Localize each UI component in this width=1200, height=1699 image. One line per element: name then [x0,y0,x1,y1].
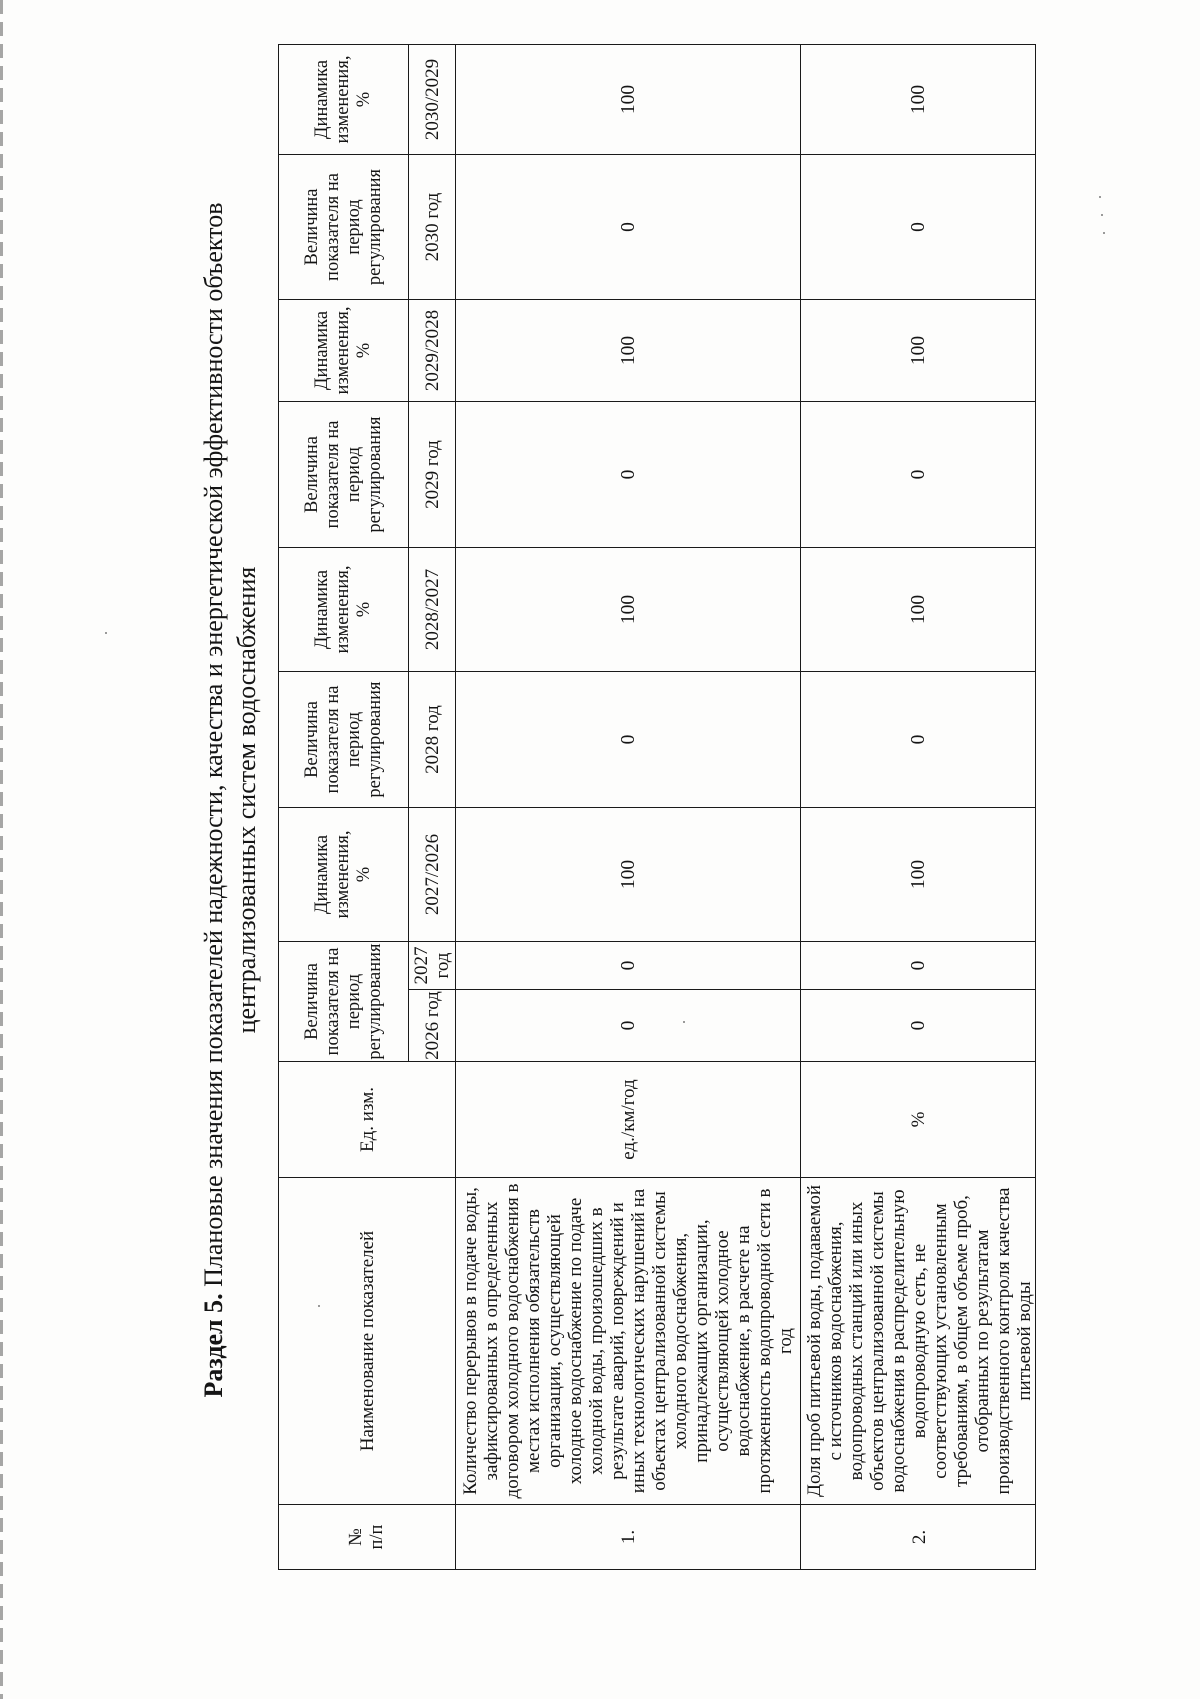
table-row [801,44,1036,1569]
title-line-2: централизованных систем водоснабжения [232,566,261,1034]
value-2028: 0 [456,671,801,807]
dynamics-2027-2026: 100 [801,807,1036,941]
subheader-2029: 2029 год [409,401,456,547]
dynamics-2030-2029: 100 [456,44,801,154]
header-row [279,44,409,1569]
title-line-1 [197,45,230,1555]
dynamics-2029-2028: 100 [801,299,1036,401]
header-number: № п/п [279,1505,456,1570]
title-text: Плановые значения показателей надежности, качества и энергетической эффективности объектов [199,202,228,1287]
indicators-table [278,44,1036,1570]
table-row [456,44,801,1569]
header-indicator-name: Наименование показателей [279,1178,456,1505]
value-2030: 0 [456,154,801,299]
indicator-name: Доля проб питьевой воды, подаваемой с источников водоснабжения, водопроводных станций или иных объектов централизованной системы водоснабжения в распределительную водопроводную сеть, не соответствующих установленным требованиям, в общем объеме проб, отобранных по результатам производственного контроля качества питьевой воды [801,1178,1036,1505]
subheader-2026: 2026 год [409,990,456,1062]
subheader-2027-2026: 2027/2026 [409,807,456,941]
header-value-2029: Величина показателя на период регулирования [279,401,409,547]
value-2029: 0 [456,401,801,547]
subheader-2027: 2027 год [409,941,456,989]
header-value-2030: Величина показателя на период регулирования [279,154,409,299]
header-dynamics-2029-2028: Динамика изменения, % [279,299,409,401]
subheader-2028-2027: 2028/2027 [409,547,456,671]
dynamics-2027-2026: 100 [456,807,801,941]
section-title [197,45,263,1665]
subheader-2028: 2028 год [409,671,456,807]
header-dynamics-2030-2029: Динамика изменения, % [279,44,409,154]
value-2027: 0 [456,941,801,989]
row-number: 1. [456,1505,801,1570]
section-number: Раздел 5. [199,1293,228,1398]
subheader-2030: 2030 год [409,154,456,299]
dynamics-2028-2027: 100 [801,547,1036,671]
dynamics-2029-2028: 100 [456,299,801,401]
header-dynamics-2028-2027: Динамика изменения, % [279,547,409,671]
subheader-2029-2028: 2029/2028 [409,299,456,401]
dynamics-2028-2027: 100 [456,547,801,671]
dynamics-2030-2029: 100 [801,44,1036,154]
header-unit: Ед. изм. [279,1062,456,1178]
unit-cell: % [801,1062,1036,1178]
indicator-name: Количество перерывов в подаче воды, зафиксированных в определенных договором холодного водоснабжения в местах исполнения обязательств организации, осуществляющей холодное водоснабжение по подаче холодной воды, произошедших в результате аварий, повреждений и иных технологических нарушений на объектах централизованной системы холодного водоснабжения, принадлежащих организации, осуществляющей холодное водоснабжение, в расчете на протяженность водопроводной сети в год [456,1178,801,1505]
header-dynamics-2027-2026: Динамика изменения, % [279,807,409,941]
value-2030: 0 [801,154,1036,299]
value-2027: 0 [801,941,1036,989]
value-2026: 0 [456,990,801,1062]
header-value-2026-2027: Величина показателя на период регулирования [279,941,409,1061]
unit-cell: ед./км/год [456,1062,801,1178]
subheader-2030-2029: 2030/2029 [409,44,456,154]
value-2028: 0 [801,671,1036,807]
value-2029: 0 [801,401,1036,547]
value-2026: 0 [801,990,1036,1062]
header-value-2028: Величина показателя на период регулирования [279,671,409,807]
row-number: 2. [801,1505,1036,1570]
